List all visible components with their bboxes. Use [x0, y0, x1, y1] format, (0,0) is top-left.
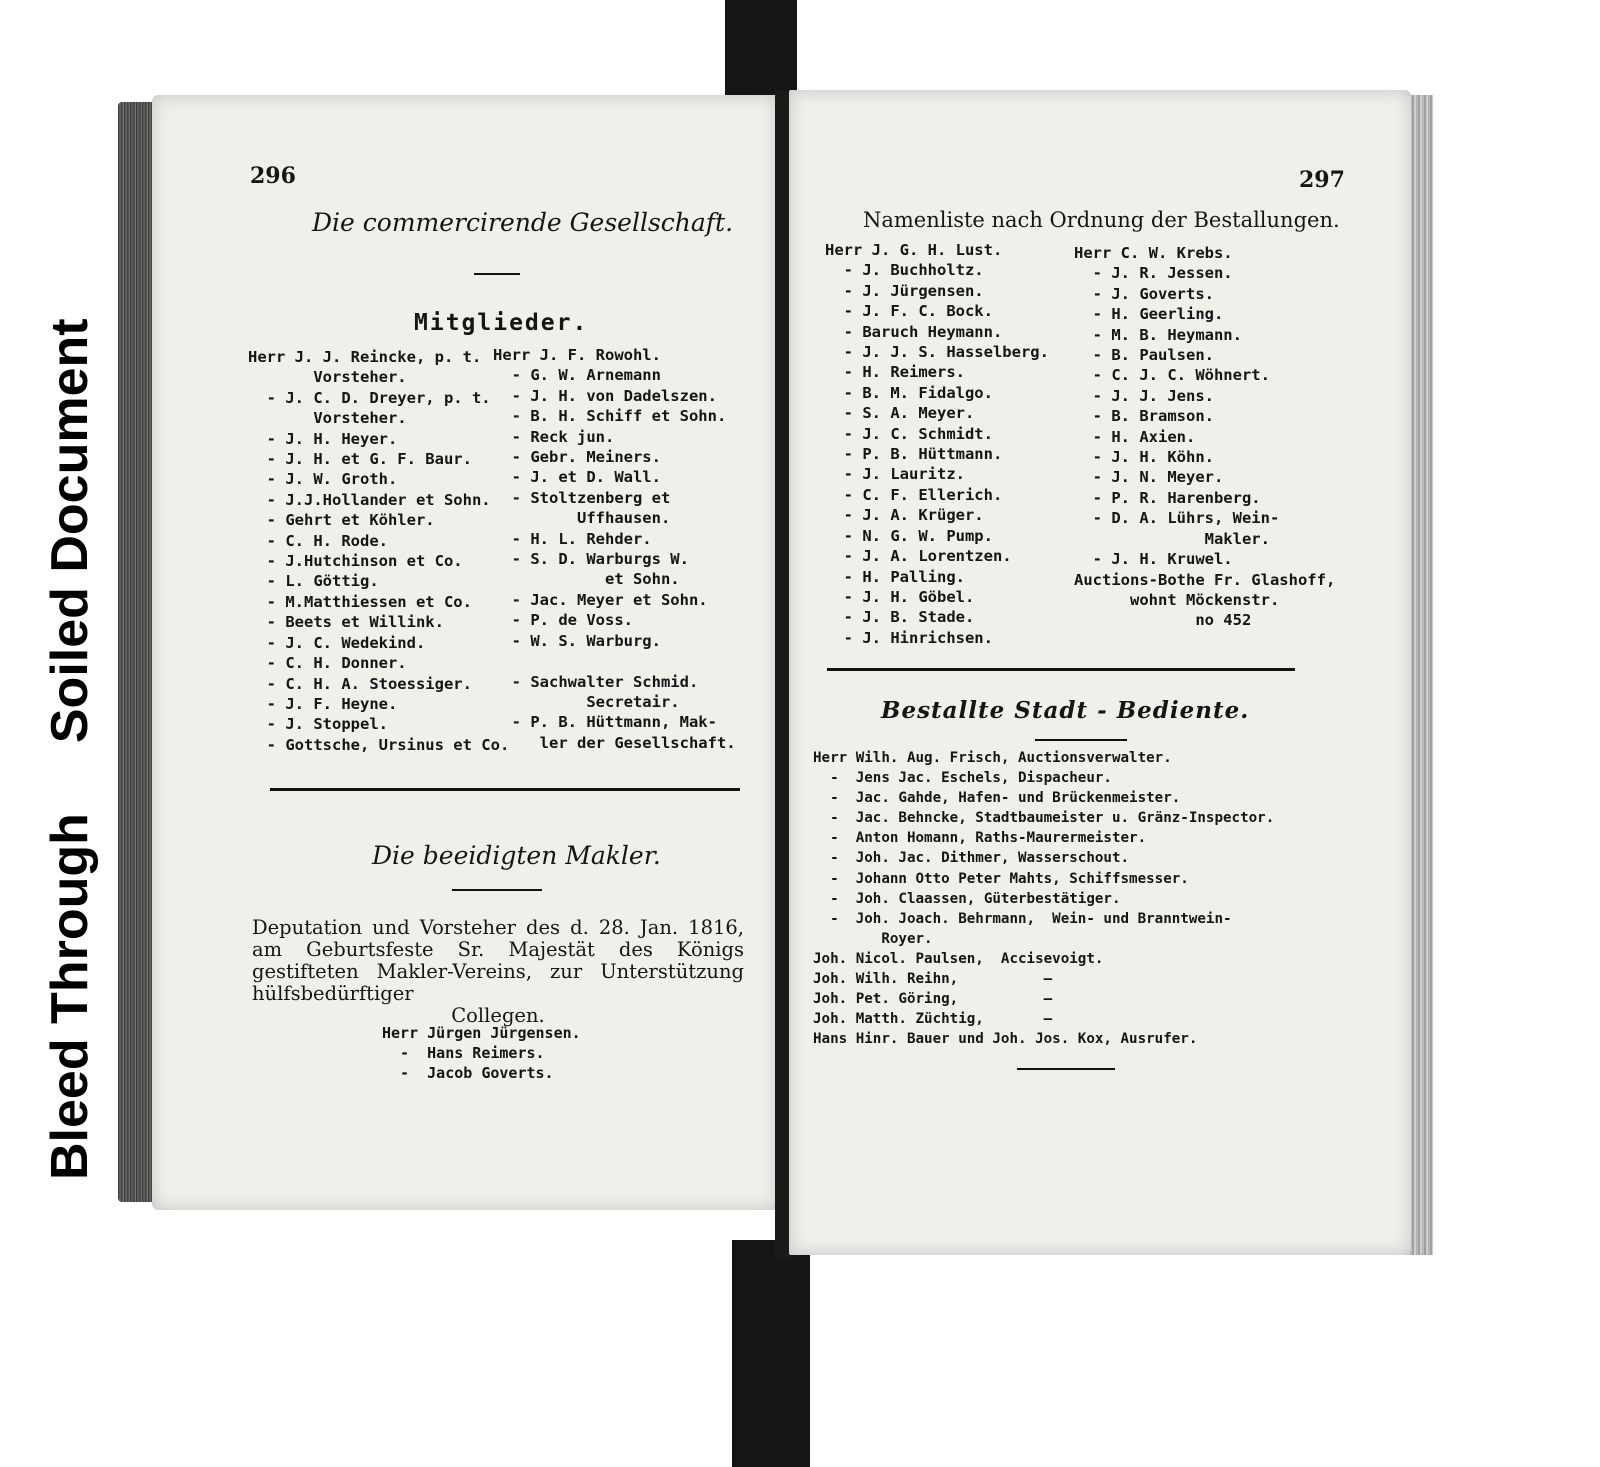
member-entry: - Reck jun.: [493, 427, 615, 446]
page-number-left: 296: [250, 163, 296, 189]
deputy-entry: - Hans Reimers.: [382, 1044, 545, 1062]
officer-entry: - Jens Jac. Eschels, Dispacheur.: [813, 770, 1112, 787]
member-entry: Uffhausen.: [493, 509, 671, 528]
appointment-entry: - J. H. Kruwel.: [1074, 550, 1233, 569]
officer-entry: Hans Hinr. Bauer und Joh. Jos. Kox, Ausrufer.: [813, 1031, 1198, 1048]
member-entry: - Gottsche, Ursinus et Co.: [248, 735, 510, 754]
appointment-entry: - H. Axien.: [1074, 427, 1196, 446]
member-entry: - L. Göttig.: [248, 572, 379, 591]
member-entry: - J. Stoppel.: [248, 715, 388, 734]
member-entry: - J. H. et G. F. Baur.: [248, 450, 472, 469]
member-entry: Vorsteher.: [248, 368, 407, 387]
deputy-entry: Herr Jürgen Jürgensen.: [382, 1024, 581, 1042]
watermark-bleed-through: Bleed Through: [41, 813, 99, 1180]
appointment-entry: Herr J. G. H. Lust.: [825, 241, 1003, 259]
member-entry: - J.Hutchinson et Co.: [248, 552, 463, 571]
members-column-2: [493, 345, 736, 753]
appointment-entry: - H. Palling.: [825, 567, 965, 586]
appointment-entry: - B. Bramson.: [1074, 407, 1214, 426]
appointment-entry: Makler.: [1074, 529, 1270, 548]
appointment-list-subtitle: Namenliste nach Ordnung der Bestallungen.: [863, 208, 1340, 232]
officer-entry: - Anton Homann, Raths-Maurermeister.: [813, 830, 1147, 847]
appointment-entry: - P. B. Hüttmann.: [825, 445, 1003, 464]
appointment-entry: - J. J. Jens.: [1074, 386, 1214, 405]
appointment-entry: - J. F. C. Bock.: [825, 302, 993, 321]
appointment-entry: - J. Hinrichsen.: [825, 628, 993, 647]
member-entry: - J. F. Heyne.: [248, 694, 398, 713]
left-page-title: Die commercirende Gesellschaft.: [312, 208, 734, 237]
member-entry: - J. C. Wedekind.: [248, 633, 426, 652]
member-entry: - G. W. Arnemann: [493, 366, 661, 385]
officer-entry: Joh. Wilh. Reihn, —: [813, 971, 1053, 988]
appointment-entry: - D. A. Lührs, Wein-: [1074, 509, 1280, 528]
watermark-soiled-document: Soiled Document: [41, 318, 99, 744]
member-entry: [493, 651, 736, 671]
appointment-entry: no 452: [1074, 611, 1252, 630]
deputies-list: [382, 1023, 581, 1083]
member-entry: - J. C. D. Dreyer, p. t.: [248, 388, 491, 407]
officer-entry: Joh. Nicol. Paulsen, Accisevoigt.: [813, 950, 1104, 967]
member-entry: - Gebr. Meiners.: [493, 448, 661, 467]
officer-entry: - Jac. Behncke, Stadtbaumeister u. Gränz-Inspector.: [813, 810, 1275, 827]
appointment-entry: - J. A. Krüger.: [825, 506, 984, 525]
officer-entry: - Joh. Claassen, Güterbestätiger.: [813, 890, 1121, 907]
member-entry: - Stoltzenberg et: [493, 488, 671, 507]
city-officers-title: Bestallte Stadt - Bediente.: [881, 697, 1250, 724]
officer-entry: Joh. Pet. Göring, —: [813, 991, 1053, 1008]
appointment-entry: Herr C. W. Krebs.: [1074, 244, 1233, 262]
member-entry: - B. H. Schiff et Sohn.: [493, 407, 727, 426]
appointment-entry: - J. Lauritz.: [825, 465, 965, 484]
members-column-1: [248, 347, 509, 755]
appointment-entry: - J. R. Jessen.: [1074, 264, 1233, 283]
member-entry: - Sachwalter Schmid.: [493, 672, 699, 691]
appointment-entry: - J. J. S. Hasselberg.: [825, 343, 1049, 362]
member-entry: - Gehrt et Köhler.: [248, 511, 435, 530]
closing-rule: [1017, 1068, 1115, 1070]
member-entry: - P. B. Hüttmann, Mak-: [493, 713, 717, 732]
makler-title-rule: [452, 889, 542, 891]
appointment-entry: - C. F. Ellerich.: [825, 485, 1003, 504]
deputation-text: Deputation und Vorsteher des d. 28. Jan. 1816, am Geburtsfeste Sr. Majestät des Königs gestifteten Makler-Vereins, zur Unterstützung hülfsbedürftiger: [252, 916, 744, 1005]
officer-entry: Herr Wilh. Aug. Frisch, Auctionsverwalter.: [813, 750, 1172, 766]
appointment-entry: - P. R. Harenberg.: [1074, 488, 1261, 507]
city-officers-rule: [1035, 739, 1127, 741]
member-entry: ler der Gesellschaft.: [493, 733, 736, 752]
officer-entry: - Joh. Jac. Dithmer, Wasserschout.: [813, 850, 1130, 867]
appointment-entry: Auctions-Bothe Fr. Glashoff,: [1074, 570, 1336, 589]
page-number-right: 297: [1299, 167, 1345, 193]
member-entry: - C. H. Rode.: [248, 531, 388, 550]
member-entry: Herr J. J. Reincke, p. t.: [248, 348, 482, 366]
appointment-entry: - M. B. Heymann.: [1074, 325, 1242, 344]
left-page: [152, 95, 778, 1210]
officer-entry: Joh. Matth. Züchtig, —: [813, 1011, 1053, 1028]
makler-title: Die beeidigten Makler.: [372, 841, 661, 870]
member-entry: - W. S. Warburg.: [493, 631, 661, 650]
appointment-entry: wohnt Möckenstr.: [1074, 590, 1280, 609]
right-page: [789, 90, 1411, 1255]
appointment-entry: - J. N. Meyer.: [1074, 468, 1224, 487]
appointment-entry: - C. J. C. Wöhnert.: [1074, 366, 1270, 385]
member-entry: - P. de Voss.: [493, 611, 633, 630]
member-entry: et Sohn.: [493, 570, 680, 589]
member-entry: - J. H. Heyer.: [248, 429, 398, 448]
appointment-entry: - J. C. Schmidt.: [825, 424, 993, 443]
section-divider: [270, 788, 740, 791]
member-entry: - Jac. Meyer et Sohn.: [493, 590, 708, 609]
member-entry: - J. W. Groth.: [248, 470, 398, 489]
appointment-entry: - Baruch Heymann.: [825, 322, 1003, 341]
appointment-entry: - N. G. W. Pump.: [825, 526, 993, 545]
appointment-entry: - J. Goverts.: [1074, 284, 1214, 303]
appointments-column-2: [1074, 243, 1335, 631]
member-entry: - C. H. A. Stoessiger.: [248, 674, 472, 693]
appointment-entry: - J. Buchholtz.: [825, 261, 984, 280]
member-entry: - Beets et Willink.: [248, 613, 444, 632]
members-heading: Mitglieder.: [414, 310, 589, 336]
appointments-column-1: [825, 240, 1049, 648]
city-officers-list: [813, 748, 1274, 1049]
officer-entry: Royer.: [813, 930, 933, 947]
deputation-text-last: Collegen.: [451, 1004, 545, 1027]
officer-entry: - Jac. Gahde, Hafen- und Brückenmeister.: [813, 790, 1181, 807]
appointment-entry: - J. B. Stade.: [825, 608, 975, 627]
appointment-entry: - J. H. Göbel.: [825, 587, 975, 606]
member-entry: - J. et D. Wall.: [493, 468, 661, 487]
right-section-divider: [827, 668, 1295, 671]
deputation-paragraph: [252, 917, 744, 1027]
appointment-entry: - H. Geerling.: [1074, 305, 1224, 324]
member-entry: Vorsteher.: [248, 409, 407, 428]
member-entry: - J.J.Hollander et Sohn.: [248, 490, 491, 509]
member-entry: - C. H. Donner.: [248, 654, 407, 673]
appointment-entry: - B. Paulsen.: [1074, 346, 1214, 365]
watermark-label: [40, 140, 100, 1180]
member-entry: - M.Matthiessen et Co.: [248, 592, 472, 611]
appointment-entry: - H. Reimers.: [825, 363, 965, 382]
member-entry: Herr J. F. Rowohl.: [493, 346, 661, 364]
member-entry: - H. L. Rehder.: [493, 529, 652, 548]
officer-entry: - Joh. Joach. Behrmann, Wein- und Branntwein-: [813, 910, 1232, 927]
appointment-entry: - B. M. Fidalgo.: [825, 383, 993, 402]
member-entry: - S. D. Warburgs W.: [493, 550, 689, 569]
appointment-entry: - J. A. Lorentzen.: [825, 547, 1012, 566]
title-rule: [474, 273, 520, 275]
officer-entry: - Johann Otto Peter Mahts, Schiffsmesser.: [813, 870, 1189, 887]
member-entry: Secretair.: [493, 692, 680, 711]
appointment-entry: - J. Jürgensen.: [825, 281, 984, 300]
appointment-entry: - J. H. Köhn.: [1074, 448, 1214, 467]
binding-strip-bottom: [732, 1240, 810, 1467]
deputy-entry: - Jacob Goverts.: [382, 1064, 554, 1082]
appointment-entry: - S. A. Meyer.: [825, 404, 975, 423]
member-entry: - J. H. von Dadelszen.: [493, 386, 717, 405]
